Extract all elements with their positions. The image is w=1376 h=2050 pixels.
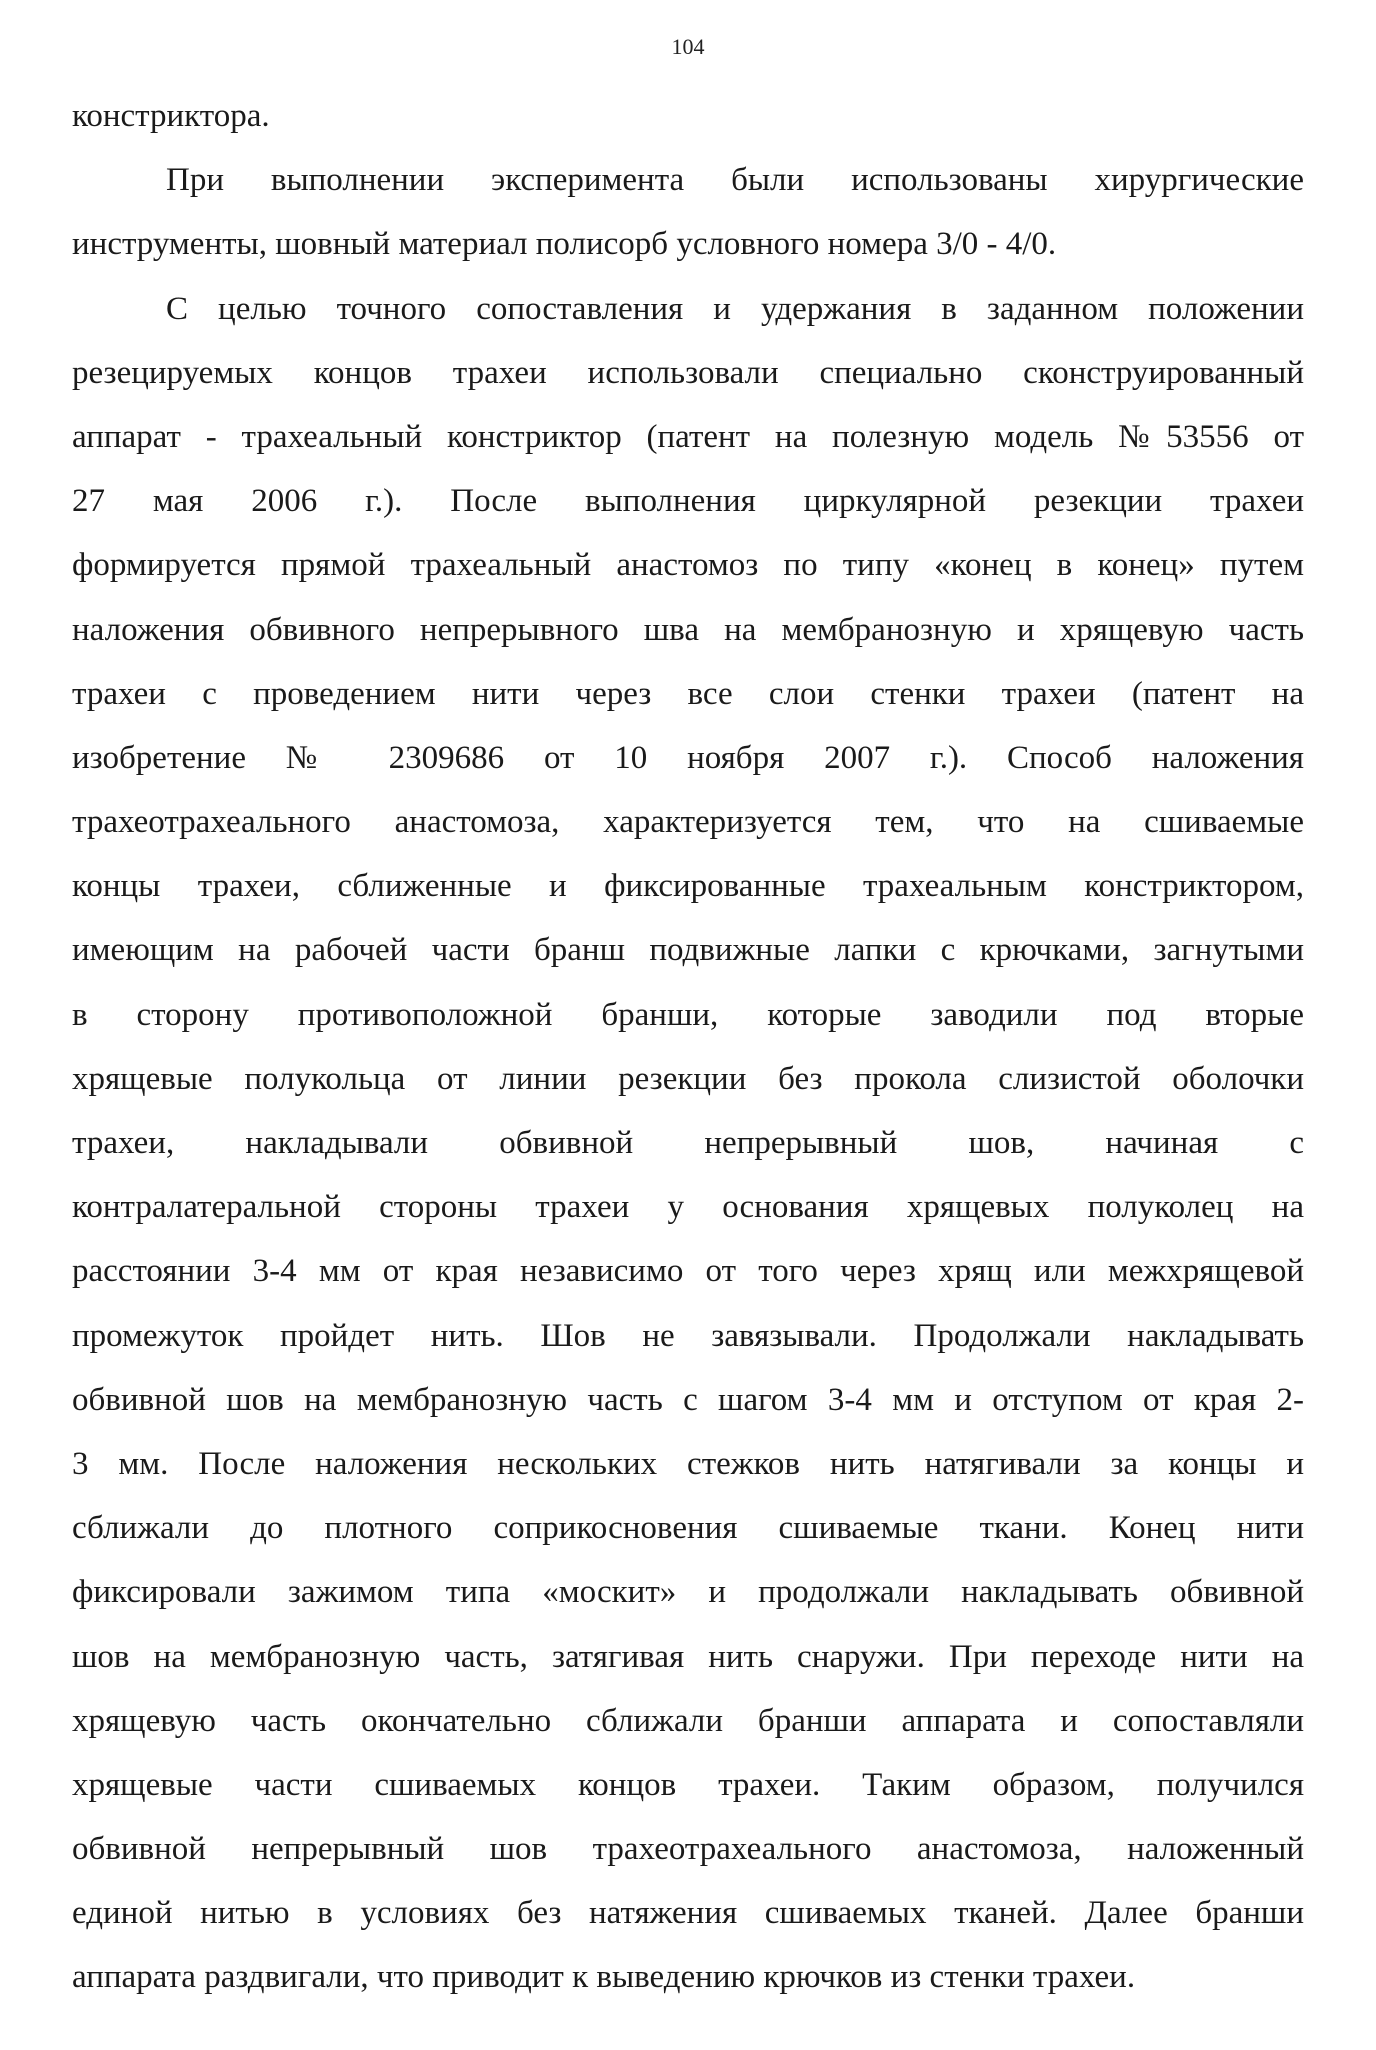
text-line: изобретение № 2309686 от 10 ноября 2007 г.). Способ наложения <box>72 739 1304 776</box>
text-line: хрящевые части сшиваемых концов трахеи. Таким образом, получился <box>72 1766 1304 1803</box>
body-text <box>72 84 1304 2010</box>
text-line: 3 мм. После наложения нескольких стежков нить натягивали за концы и <box>72 1445 1304 1482</box>
text-line: фиксировали зажимом типа «москит» и продолжали накладывать обвивной <box>72 1574 1304 1611</box>
text-line: 27 мая 2006 г.). После выполнения циркулярной резекции трахеи <box>72 483 1304 520</box>
text-line: резецируемых концов трахеи использовали специально сконструированный <box>72 354 1304 391</box>
text-line: трахеи с проведением нити через все слои стенки трахеи (патент на <box>72 675 1304 712</box>
text-line: наложения обвивного непрерывного шва на мембранозную и хрящевую часть <box>72 611 1304 648</box>
text-line: расстоянии 3-4 мм от края независимо от того через хрящ или межхрящевой <box>72 1253 1304 1290</box>
text-line: хрящевые полукольца от линии резекции без прокола слизистой оболочки <box>72 1060 1304 1097</box>
text-line: аппарата раздвигали, что приводит к выведению крючков из стенки трахеи. <box>72 1959 1136 1996</box>
text-line: обвивной шов на мембранозную часть с шагом 3-4 мм и отступом от края 2- <box>72 1381 1304 1418</box>
text-line: сближали до плотного соприкосновения сшиваемые ткани. Конец нити <box>72 1510 1304 1547</box>
text-line: в сторону противоположной бранши, которые заводили под вторые <box>72 996 1304 1033</box>
text-line: инструменты, шовный материал полисорб условного номера 3/0 - 4/0. <box>72 226 1057 263</box>
text-line: трахеотрахеального анастомоза, характеризуется тем, что на сшиваемые <box>72 804 1304 841</box>
text-line: При выполнении эксперимента были использованы хирургические <box>166 162 1304 199</box>
text-line: констриктора. <box>72 98 270 134</box>
text-line: промежуток пройдет нить. Шов не завязывали. Продолжали накладывать <box>72 1317 1304 1354</box>
text-line: концы трахеи, сближенные и фиксированные трахеальным констриктором, <box>72 868 1304 905</box>
page-number: 104 <box>671 34 705 59</box>
text-line: шов на мембранозную часть, затягивая нить снаружи. При переходе нити на <box>72 1638 1304 1675</box>
text-line: трахеи, накладывали обвивной непрерывный шов, начиная с <box>72 1125 1304 1161</box>
text-line: С целью точного сопоставления и удержания в заданном положении <box>166 290 1304 327</box>
text-line: единой нитью в условиях без натяжения сшиваемых тканей. Далее бранши <box>72 1895 1304 1932</box>
text-line: имеющим на рабочей части бранш подвижные лапки с крючками, загнутыми <box>72 932 1304 969</box>
text-line: обвивной непрерывный шов трахеотрахеального анастомоза, наложенный <box>72 1831 1304 1868</box>
text-line: хрящевую часть окончательно сближали бранши аппарата и сопоставляли <box>72 1702 1304 1739</box>
text-line: аппарат - трахеальный констриктор (патент на полезную модель №53556 от <box>72 418 1304 455</box>
text-line: контралатеральной стороны трахеи у основания хрящевых полуколец на <box>72 1189 1304 1226</box>
text-line: формируется прямой трахеальный анастомоз по типу «конец в конец» путем <box>72 547 1304 584</box>
